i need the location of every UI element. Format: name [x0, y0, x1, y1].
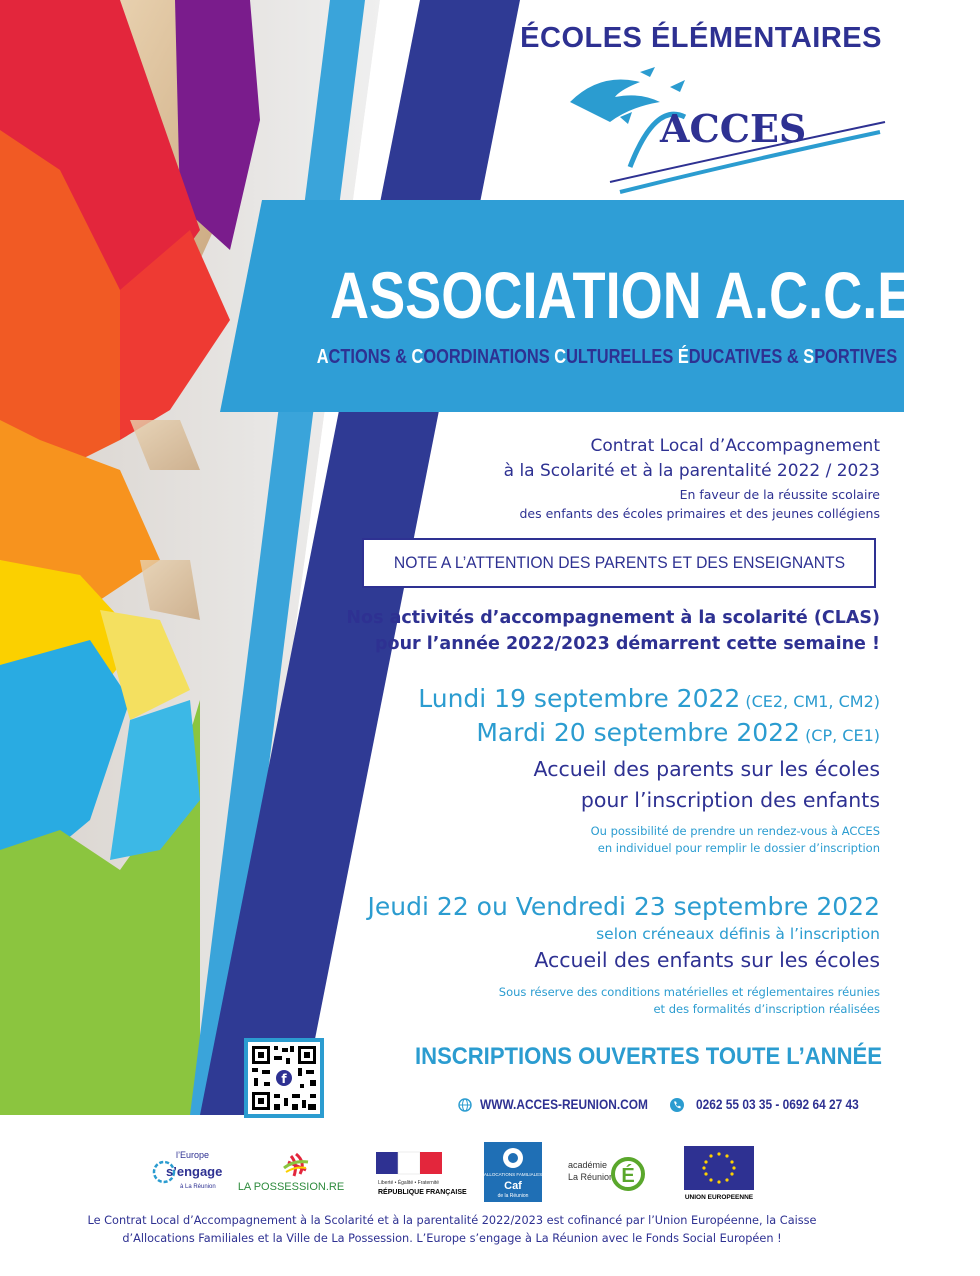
- caf-logo-text: ALLOCATIONS FAMILIALES: [483, 1172, 543, 1177]
- activities-line2: pour l’année 2022/2023 démarrent cette semaine !: [375, 634, 880, 654]
- reserve-line1: Sous réserve des conditions matérielles et réglementaires réunies: [498, 985, 880, 999]
- caf-logo-text: de la Réunion: [497, 1193, 529, 1199]
- subtitle-rest: CTIONS &: [328, 346, 412, 368]
- svg-text:f: f: [281, 1072, 287, 1086]
- inscriptions-open: INSCRIPTIONS OUVERTES TOUTE L’ANNÉE: [414, 1043, 882, 1070]
- phone-numbers[interactable]: 0262 55 03 35 - 0692 64 27 43: [696, 1096, 859, 1112]
- footer-note: [20, 1212, 884, 1248]
- date-monday-text: Lundi 19 septembre 2022: [418, 684, 741, 713]
- globe-icon: [458, 1098, 472, 1112]
- svg-text:É: É: [621, 1165, 635, 1187]
- union-europeenne-logo: [682, 1142, 756, 1202]
- date-tuesday-classes: (CP, CE1): [805, 726, 880, 745]
- eu-logo-text: UNION EUROPEENNE: [684, 1194, 754, 1201]
- academie-logo-text: académie: [568, 1160, 608, 1170]
- footer-line1: Le Contrat Local d’Accompagnement à la Scolarité et à la parentalité 2022/2023 est cofinancé par l’Union Européenne, la Caisse: [87, 1214, 817, 1227]
- acces-logo: [560, 62, 890, 202]
- appointment-option-line2: en individuel pour remplir le dossier d’inscription: [597, 841, 880, 855]
- parents-welcome-line2: pour l’inscription des enfants: [580, 788, 880, 812]
- qr-code[interactable]: [244, 1038, 324, 1118]
- date-tuesday: [476, 718, 880, 747]
- subtitle-cap: C: [554, 346, 567, 368]
- association-subtitle: [316, 346, 898, 369]
- subtitle-cap: S: [803, 346, 815, 368]
- children-welcome: Accueil des enfants sur les écoles: [534, 948, 880, 972]
- appointment-option-line1: Ou possibilité de prendre un rendez-vous à ACCES: [590, 824, 880, 838]
- activities-line1: Nos activités d’accompagnement à la scolarité (CLAS): [346, 608, 880, 628]
- caf-logo: [484, 1142, 542, 1202]
- europe-logo-text: à La Réunion: [180, 1184, 216, 1190]
- date-tuesday-text: Mardi 20 septembre 2022: [476, 718, 800, 747]
- website-link[interactable]: WWW.ACCES-REUNION.COM: [480, 1096, 648, 1112]
- rf-logo-text: RÉPUBLIQUE FRANÇAISE: [378, 1189, 467, 1196]
- caf-logo-text: Caf: [504, 1180, 522, 1192]
- academie-logo-text: La Réunion: [568, 1172, 615, 1182]
- contract-title-line2: à la Scolarité et à la parentalité 2022 / 2023: [503, 461, 880, 481]
- subtitle-rest: ULTURELLES: [566, 346, 678, 368]
- europe-logo-text: s’engage: [166, 1164, 223, 1179]
- rf-logo-text: Liberté • Égalité • Fraternité: [378, 1180, 440, 1186]
- subtitle-rest: PORTIVES: [814, 346, 898, 368]
- date-monday-classes: (CE2, CM1, CM2): [745, 692, 880, 711]
- parents-welcome-line1: Accueil des parents sur les écoles: [533, 757, 880, 781]
- la-possession-logo: [236, 1142, 346, 1202]
- phone-icon: [670, 1098, 684, 1112]
- subtitle-rest: OORDINATIONS: [423, 346, 555, 368]
- subtitle-cap: A: [316, 346, 329, 368]
- header-title: ÉCOLES ÉLÉMENTAIRES: [520, 22, 882, 54]
- date-thursday-friday: Jeudi 22 ou Vendredi 23 septembre 2022: [367, 892, 880, 921]
- contract-desc-line1: En faveur de la réussite scolaire: [679, 487, 880, 502]
- footer-line2: d’Allocations Familiales et la Ville de La Possession. L’Europe s’engage à La Réunion avec le Fonds Social Européen !: [122, 1232, 782, 1245]
- slots-note: selon créneaux définis à l’inscription: [596, 925, 880, 943]
- contract-desc-line2: des enfants des écoles primaires et des jeunes collégiens: [519, 506, 880, 521]
- europe-logo-text: l’Europe: [176, 1150, 210, 1160]
- date-monday: [418, 684, 880, 713]
- logo-text: ACCES: [660, 106, 807, 151]
- note-text: NOTE A L’ATTENTION DES PARENTS ET DES ENSEIGNANTS: [393, 553, 845, 572]
- europe-engage-logo: [146, 1142, 223, 1202]
- note-box: [362, 538, 876, 588]
- contract-title-line1: Contrat Local d’Accompagnement: [590, 436, 880, 456]
- association-title: ASSOCIATION A.C.C.E.S.: [330, 258, 980, 332]
- subtitle-rest: DUCATIVES &: [688, 346, 804, 368]
- subtitle-cap: C: [411, 346, 424, 368]
- possession-logo-text: LA POSSESSION.RE: [237, 1181, 345, 1193]
- academie-reunion-logo: [564, 1142, 646, 1202]
- republique-francaise-logo: [374, 1142, 467, 1202]
- reserve-line2: et des formalités d’inscription réalisées: [653, 1002, 880, 1016]
- subtitle-cap: É: [677, 346, 689, 368]
